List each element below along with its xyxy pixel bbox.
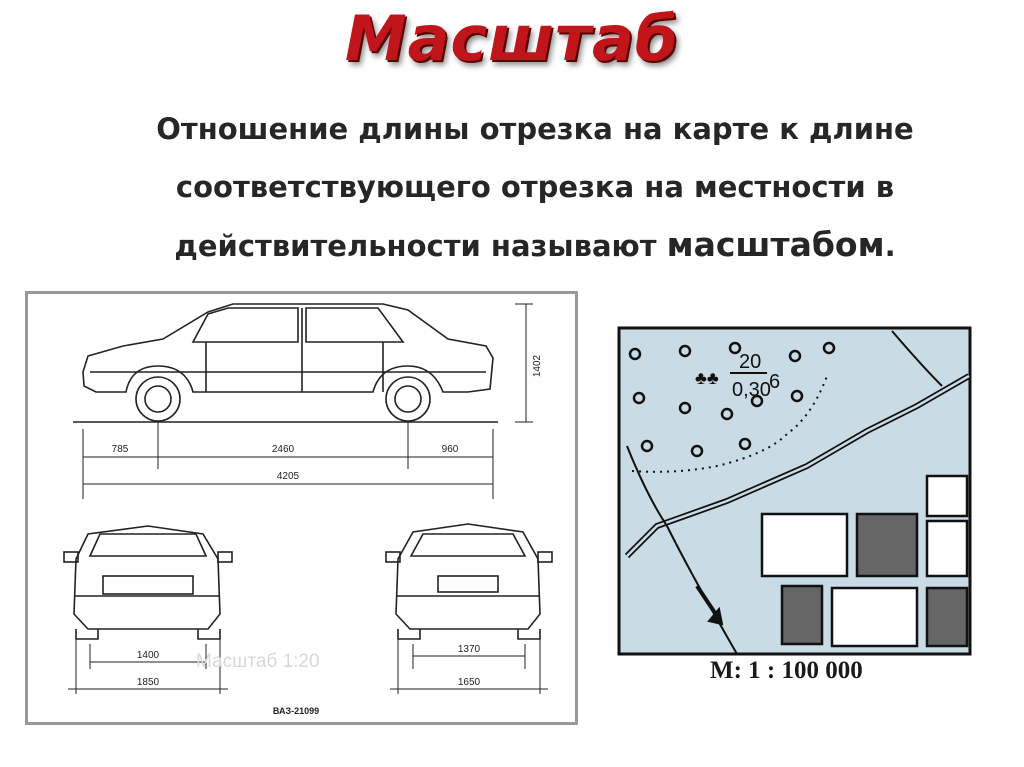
dim-rear-overhang: 960 <box>441 444 459 455</box>
map-scale-caption: М: 1 : 100 000 <box>710 657 863 684</box>
slide-title: Масштаб <box>344 2 680 75</box>
dim-wheelbase: 2460 <box>271 444 295 455</box>
rear-wheel <box>386 377 430 421</box>
car-front-window <box>193 308 298 342</box>
topographic-map <box>617 326 972 656</box>
map-building <box>762 514 847 576</box>
definition-emphasis: масштабом <box>666 225 885 264</box>
map-fraction-right: 6 <box>769 371 781 393</box>
dim-height: 1402 <box>532 354 543 378</box>
dim-front-overhang: 785 <box>111 444 129 455</box>
dim-front-width: 1850 <box>136 677 160 688</box>
definition-line-2: соответствующего отрезка на местности в <box>175 170 895 204</box>
front-wheel <box>136 377 180 421</box>
definition-text <box>70 100 1000 275</box>
definition-line-1: Отношение длины отрезка на карте к длине <box>156 112 914 146</box>
map-fraction-bottom: 0,30 <box>732 379 771 401</box>
dim-rear-width: 1650 <box>457 677 481 688</box>
forest-icon: ♣♣ <box>695 368 719 388</box>
map-drawing <box>617 326 972 656</box>
car-rear-window <box>306 308 403 342</box>
dim-rear-track: 1370 <box>457 644 481 655</box>
scale-watermark: Масштаб 1:20 <box>196 651 320 672</box>
definition-end: . <box>884 229 896 263</box>
dim-length: 4205 <box>276 471 300 482</box>
model-label: ВАЗ-21099 <box>272 706 320 716</box>
map-fraction-top: 20 <box>739 351 762 373</box>
definition-line-3-text: действительности называют <box>174 229 667 263</box>
car-side-body <box>83 304 493 392</box>
definition-line-3 <box>70 216 1000 275</box>
dim-front-track: 1400 <box>136 650 160 661</box>
